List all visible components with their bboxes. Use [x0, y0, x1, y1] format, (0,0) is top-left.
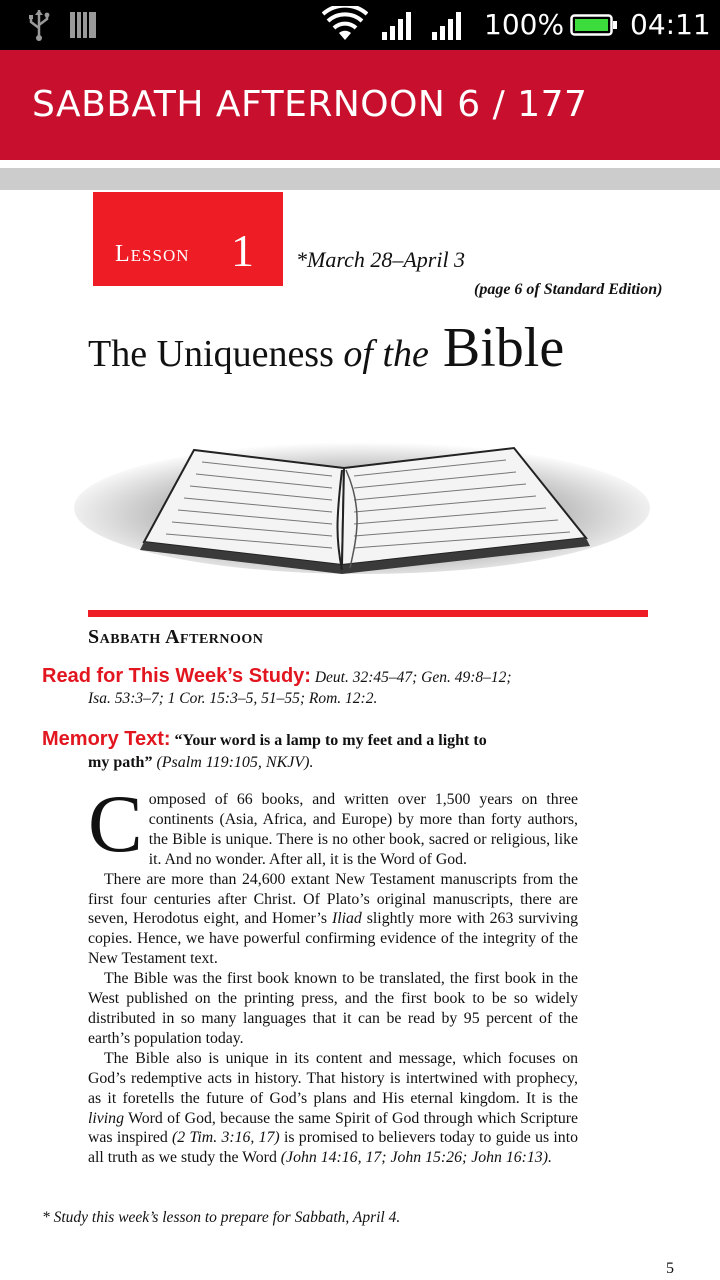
p2-italic: Iliad: [331, 910, 362, 928]
body-paragraph-1: [88, 778, 578, 870]
body-paragraph-3: The Bible was the first book known to be translated, the first book in the West published on the printing press, and the first book to be so widely distributed in so many languages that it can be read by 95 percent of the earth’s population today.: [88, 970, 578, 1047]
page-reference: (page 6 of Standard Edition): [474, 281, 663, 298]
p4-text-b: Word of God, because the same Spirit of God through which Scripture was inspired: [88, 1109, 578, 1147]
lesson-number: 1: [231, 225, 254, 276]
p4-ref-2: (John 14:16, 17; John 15:26; John 16:13).: [280, 1149, 552, 1167]
read-for-study: [42, 666, 587, 709]
read-refs-1: Deut. 32:45–47; Gen. 49:8–12;: [314, 669, 512, 686]
battery-percent: 100%: [484, 8, 565, 41]
body-paragraph-4: [88, 1049, 578, 1168]
toolbar-divider: [0, 168, 720, 190]
read-line-1: [42, 666, 587, 688]
title-part-2: of the: [343, 333, 429, 375]
open-bible-illustration: [74, 430, 650, 580]
signal-icon-2: [430, 8, 470, 42]
p4-text-c: is promised to believers today to guide us into all truth as we study the Word: [88, 1129, 578, 1167]
memory-text: [42, 728, 587, 774]
status-bar: [0, 0, 720, 50]
memory-label: Memory Text:: [42, 728, 171, 750]
p2-text-a: There are more than 24,600 extant New Testament manuscripts from the first four centuries after Christ. Of Plato’s original manuscripts, there are seven, Herodotus eight, and Homer’s: [88, 870, 578, 928]
memory-verse-1: “Your word is a lamp to my feet and a light to: [174, 732, 487, 749]
p4-text-a: The Bible also is unique in its content and message, which focuses on God’s redemptive acts in history. That history is intertwined with prophecy, as it foretells the future of God’s plans and His eternal kingdom. It is the: [88, 1049, 578, 1107]
drop-cap: C: [88, 778, 143, 869]
battery-icon: [570, 14, 618, 36]
memory-reference: (Psalm 119:105, NKJV).: [156, 754, 314, 771]
memory-verse-2: my path”: [88, 754, 153, 771]
title-part-1: The Uniqueness: [88, 333, 344, 375]
clock: 04:11: [630, 8, 711, 41]
usb-icon: [26, 8, 52, 42]
p2-text-b: slightly more with 263 surviving copies. Hence, we have powerful confirming evidence of the integrity of the New Testament text.: [88, 910, 578, 968]
memory-line-2: [42, 752, 587, 774]
signal-icon: [380, 8, 420, 42]
lesson-label: Lesson: [115, 241, 190, 267]
wifi-icon: [322, 6, 368, 44]
app-bar-title: SABBATH AFTERNOON 6 / 177: [32, 84, 588, 125]
lesson-dates: *March 28–April 3: [296, 247, 466, 272]
section-heading: Sabbath Afternoon: [88, 626, 264, 648]
p1-text: omposed of 66 books, and written over 1,500 years on three continents (Asia, Africa, and Europe) by more than forty authors, the Bible is unique. There is no other book, sacred or religious, like it. And no wonder. After all, it is the Word of God.: [148, 791, 578, 868]
body-paragraph-2: [88, 870, 578, 970]
read-label: Read for This Week’s Study:: [42, 665, 311, 687]
p4-italic: living: [88, 1109, 124, 1127]
p4-ref-1: (2 Tim. 3:16, 17): [172, 1129, 280, 1147]
storage-icon: [68, 10, 98, 40]
lesson-title: [88, 318, 564, 384]
page-number: 5: [666, 1260, 674, 1277]
read-refs-2: Isa. 53:3–7; 1 Cor. 15:3–5, 51–55; Rom. 12:2.: [88, 690, 378, 707]
section-rule: [88, 610, 648, 617]
lesson-body: [88, 778, 578, 1168]
lesson-badge: [93, 192, 283, 286]
footnote: * Study this week’s lesson to prepare for Sabbath, April 4.: [42, 1209, 401, 1226]
memory-line-1: [42, 728, 587, 752]
app-bar: [0, 50, 720, 160]
title-part-3: Bible: [428, 317, 565, 379]
